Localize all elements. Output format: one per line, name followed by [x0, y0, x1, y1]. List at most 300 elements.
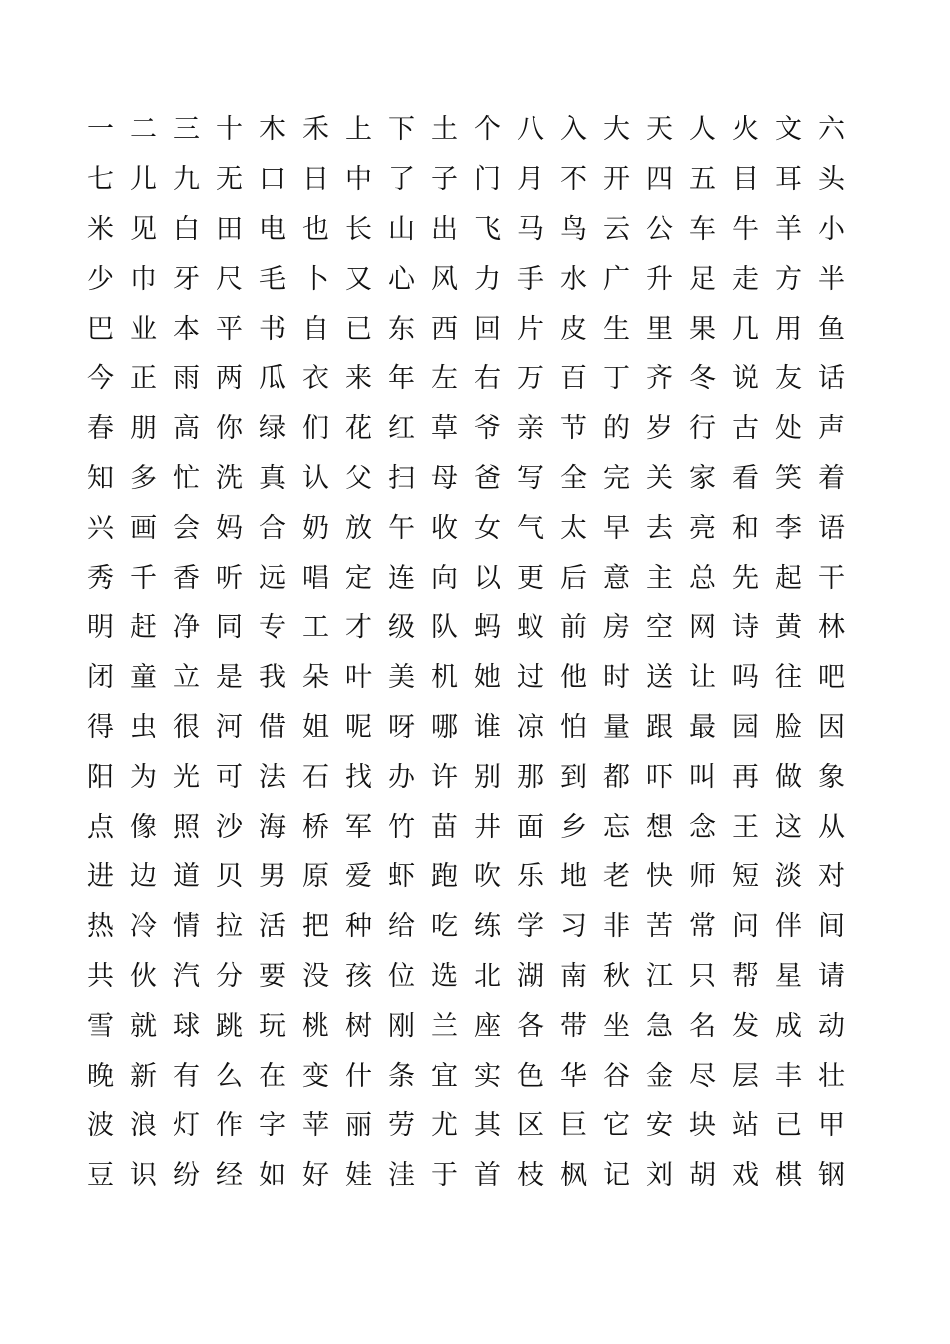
character-cell: 闭 — [87, 662, 114, 694]
character-cell: 苦 — [646, 911, 673, 943]
character-cell: 许 — [431, 761, 458, 793]
character-cell: 孩 — [345, 960, 372, 992]
character-cell: 秀 — [87, 562, 114, 594]
character-cell: 巨 — [560, 1110, 587, 1142]
character-cell: 级 — [388, 612, 415, 644]
character-cell: 种 — [345, 911, 372, 943]
character-cell: 进 — [87, 861, 114, 893]
character-cell: 和 — [732, 512, 759, 544]
character-cell: 热 — [87, 911, 114, 943]
character-cell: 火 — [732, 114, 759, 146]
character-cell: 合 — [259, 512, 286, 544]
character-cell: 入 — [560, 114, 587, 146]
character-cell: 娃 — [345, 1160, 372, 1192]
character-row — [79, 155, 853, 205]
character-cell: 六 — [818, 114, 845, 146]
character-cell: 树 — [345, 1010, 372, 1042]
character-cell: 竹 — [388, 811, 415, 843]
character-cell: 走 — [732, 263, 759, 295]
character-cell: 呀 — [388, 711, 415, 743]
character-cell: 先 — [732, 562, 759, 594]
character-cell: 间 — [818, 911, 845, 943]
character-cell: 原 — [302, 861, 329, 893]
character-cell: 主 — [646, 562, 673, 594]
character-cell: 足 — [689, 263, 716, 295]
character-row — [79, 1001, 853, 1051]
character-cell: 耳 — [775, 164, 802, 196]
character-cell: 吃 — [431, 911, 458, 943]
character-cell: 岁 — [646, 413, 673, 445]
character-cell: 王 — [732, 811, 759, 843]
character-cell: 像 — [130, 811, 157, 843]
character-cell: 广 — [603, 263, 630, 295]
character-cell: 哪 — [431, 711, 458, 743]
character-cell: 车 — [689, 213, 716, 245]
character-cell: 看 — [732, 462, 759, 494]
character-cell: 总 — [689, 562, 716, 594]
character-cell: 年 — [388, 363, 415, 395]
character-cell: 爱 — [345, 861, 372, 893]
character-cell: 条 — [388, 1060, 415, 1092]
character-cell: 九 — [173, 164, 200, 196]
character-cell: 行 — [689, 413, 716, 445]
character-cell: 枝 — [517, 1160, 544, 1192]
character-cell: 多 — [130, 462, 157, 494]
character-cell: 亲 — [517, 413, 544, 445]
character-cell: 三 — [173, 114, 200, 146]
character-cell: 听 — [216, 562, 243, 594]
character-cell: 丰 — [775, 1060, 802, 1092]
character-cell: 鱼 — [818, 313, 845, 345]
character-cell: 跳 — [216, 1010, 243, 1042]
character-cell: 扫 — [388, 462, 415, 494]
character-cell: 午 — [388, 512, 415, 544]
character-cell: 虫 — [130, 711, 157, 743]
character-cell: 口 — [259, 164, 286, 196]
character-cell: 关 — [646, 462, 673, 494]
character-row — [79, 802, 853, 852]
character-cell: 洼 — [388, 1160, 415, 1192]
character-cell: 它 — [603, 1110, 630, 1142]
character-cell: 忙 — [173, 462, 200, 494]
character-cell: 月 — [517, 164, 544, 196]
character-cell: 再 — [732, 761, 759, 793]
character-cell: 大 — [603, 114, 630, 146]
character-cell: 云 — [603, 213, 630, 245]
character-cell: 我 — [259, 662, 286, 694]
character-row — [79, 1101, 853, 1151]
character-row — [79, 254, 853, 304]
character-cell: 石 — [302, 761, 329, 793]
character-cell: 业 — [130, 313, 157, 345]
character-row — [79, 752, 853, 802]
character-cell: 急 — [646, 1010, 673, 1042]
character-cell: 晚 — [87, 1060, 114, 1092]
character-cell: 林 — [818, 612, 845, 644]
character-cell: 找 — [345, 761, 372, 793]
character-row — [79, 603, 853, 653]
character-cell: 工 — [302, 612, 329, 644]
character-cell: 已 — [345, 313, 372, 345]
character-cell: 片 — [517, 313, 544, 345]
character-cell: 书 — [259, 313, 286, 345]
character-cell: 块 — [689, 1110, 716, 1142]
character-cell: 园 — [732, 711, 759, 743]
character-cell: 天 — [646, 114, 673, 146]
character-cell: 也 — [302, 213, 329, 245]
character-cell: 共 — [87, 960, 114, 992]
character-cell: 呢 — [345, 711, 372, 743]
character-row — [79, 454, 853, 504]
character-cell: 皮 — [560, 313, 587, 345]
character-cell: 很 — [173, 711, 200, 743]
character-cell: 各 — [517, 1010, 544, 1042]
character-cell: 阳 — [87, 761, 114, 793]
character-cell: 说 — [732, 363, 759, 395]
character-cell: 学 — [517, 911, 544, 943]
character-cell: 棋 — [775, 1160, 802, 1192]
character-cell: 星 — [775, 960, 802, 992]
character-cell: 雨 — [173, 363, 200, 395]
character-cell: 儿 — [130, 164, 157, 196]
character-cell: 本 — [173, 313, 200, 345]
character-cell: 的 — [603, 413, 630, 445]
character-cell: 成 — [775, 1010, 802, 1042]
character-cell: 更 — [517, 562, 544, 594]
character-cell: 净 — [173, 612, 200, 644]
character-cell: 手 — [517, 263, 544, 295]
character-cell: 白 — [173, 213, 200, 245]
character-cell: 唱 — [302, 562, 329, 594]
character-row — [79, 1151, 853, 1201]
character-cell: 伙 — [130, 960, 157, 992]
character-cell: 兴 — [87, 512, 114, 544]
character-cell: 往 — [775, 662, 802, 694]
character-cell: 四 — [646, 164, 673, 196]
character-row — [79, 952, 853, 1002]
character-cell: 层 — [732, 1060, 759, 1092]
character-cell: 蚁 — [517, 612, 544, 644]
character-cell: 快 — [646, 861, 673, 893]
character-cell: 正 — [130, 363, 157, 395]
character-cell: 子 — [431, 164, 458, 196]
character-cell: 毛 — [259, 263, 286, 295]
character-cell: 用 — [775, 313, 802, 345]
character-cell: 首 — [474, 1160, 501, 1192]
character-cell: 上 — [345, 114, 372, 146]
character-cell: 安 — [646, 1110, 673, 1142]
character-cell: 甲 — [818, 1110, 845, 1142]
character-cell: 早 — [603, 512, 630, 544]
character-cell: 心 — [388, 263, 415, 295]
character-cell: 办 — [388, 761, 415, 793]
character-cell: 桃 — [302, 1010, 329, 1042]
character-cell: 雪 — [87, 1010, 114, 1042]
character-cell: 边 — [130, 861, 157, 893]
character-cell: 吗 — [732, 662, 759, 694]
character-cell: 出 — [431, 213, 458, 245]
character-cell: 他 — [560, 662, 587, 694]
character-cell: 脸 — [775, 711, 802, 743]
character-cell: 就 — [130, 1010, 157, 1042]
character-cell: 经 — [216, 1160, 243, 1192]
character-cell: 师 — [689, 861, 716, 893]
character-cell: 几 — [732, 313, 759, 345]
character-cell: 十 — [216, 114, 243, 146]
character-cell: 可 — [216, 761, 243, 793]
character-cell: 目 — [732, 164, 759, 196]
character-cell: 节 — [560, 413, 587, 445]
character-cell: 桥 — [302, 811, 329, 843]
character-grid — [79, 105, 853, 1201]
character-cell: 海 — [259, 811, 286, 843]
character-cell: 冷 — [130, 911, 157, 943]
character-cell: 起 — [775, 562, 802, 594]
character-cell: 她 — [474, 662, 501, 694]
character-cell: 灯 — [173, 1110, 200, 1142]
character-cell: 方 — [775, 263, 802, 295]
character-cell: 分 — [216, 960, 243, 992]
character-cell: 美 — [388, 662, 415, 694]
character-cell: 千 — [130, 562, 157, 594]
character-cell: 量 — [603, 711, 630, 743]
character-cell: 玩 — [259, 1010, 286, 1042]
character-cell: 下 — [388, 114, 415, 146]
character-cell: 黄 — [775, 612, 802, 644]
character-cell: 军 — [345, 811, 372, 843]
character-cell: 平 — [216, 313, 243, 345]
character-cell: 在 — [259, 1060, 286, 1092]
character-row — [79, 105, 853, 155]
character-cell: 金 — [646, 1060, 673, 1092]
character-cell: 位 — [388, 960, 415, 992]
character-cell: 练 — [474, 911, 501, 943]
character-cell: 因 — [818, 711, 845, 743]
character-cell: 最 — [689, 711, 716, 743]
character-cell: 父 — [345, 462, 372, 494]
character-cell: 女 — [474, 512, 501, 544]
character-cell: 完 — [603, 462, 630, 494]
character-cell: 自 — [302, 313, 329, 345]
character-cell: 情 — [173, 911, 200, 943]
character-cell: 吓 — [646, 761, 673, 793]
character-cell: 一 — [87, 114, 114, 146]
character-cell: 是 — [216, 662, 243, 694]
character-cell: 虾 — [388, 861, 415, 893]
character-cell: 汽 — [173, 960, 200, 992]
character-cell: 全 — [560, 462, 587, 494]
character-cell: 纷 — [173, 1160, 200, 1192]
character-cell: 收 — [431, 512, 458, 544]
character-cell: 长 — [345, 213, 372, 245]
character-cell: 土 — [431, 114, 458, 146]
character-cell: 公 — [646, 213, 673, 245]
character-cell: 明 — [87, 612, 114, 644]
character-cell: 中 — [345, 164, 372, 196]
character-cell: 区 — [517, 1110, 544, 1142]
character-cell: 叫 — [689, 761, 716, 793]
character-cell: 地 — [560, 861, 587, 893]
character-cell: 花 — [345, 413, 372, 445]
character-cell: 春 — [87, 413, 114, 445]
character-cell: 拉 — [216, 911, 243, 943]
character-cell: 刚 — [388, 1010, 415, 1042]
character-cell: 东 — [388, 313, 415, 345]
character-cell: 帮 — [732, 960, 759, 992]
character-row — [79, 653, 853, 703]
character-cell: 乐 — [517, 861, 544, 893]
character-cell: 华 — [560, 1060, 587, 1092]
character-cell: 色 — [517, 1060, 544, 1092]
character-cell: 谷 — [603, 1060, 630, 1092]
character-cell: 有 — [173, 1060, 200, 1092]
character-cell: 冬 — [689, 363, 716, 395]
character-cell: 豆 — [87, 1160, 114, 1192]
character-cell: 波 — [87, 1110, 114, 1142]
character-cell: 老 — [603, 861, 630, 893]
character-cell: 们 — [302, 413, 329, 445]
character-cell: 卜 — [302, 263, 329, 295]
character-cell: 右 — [474, 363, 501, 395]
character-cell: 壮 — [818, 1060, 845, 1092]
character-cell: 文 — [775, 114, 802, 146]
character-row — [79, 553, 853, 603]
character-cell: 开 — [603, 164, 630, 196]
character-cell: 只 — [689, 960, 716, 992]
character-cell: 西 — [431, 313, 458, 345]
character-cell: 面 — [517, 811, 544, 843]
character-cell: 什 — [345, 1060, 372, 1092]
character-cell: 风 — [431, 263, 458, 295]
character-cell: 齐 — [646, 363, 673, 395]
character-cell: 巴 — [87, 313, 114, 345]
character-cell: 空 — [646, 612, 673, 644]
character-cell: 送 — [646, 662, 673, 694]
character-cell: 妈 — [216, 512, 243, 544]
character-cell: 半 — [818, 263, 845, 295]
character-cell: 少 — [87, 263, 114, 295]
character-cell: 已 — [775, 1110, 802, 1142]
character-cell: 都 — [603, 761, 630, 793]
character-cell: 干 — [818, 562, 845, 594]
character-cell: 升 — [646, 263, 673, 295]
character-cell: 真 — [259, 462, 286, 494]
character-cell: 苹 — [302, 1110, 329, 1142]
character-cell: 远 — [259, 562, 286, 594]
character-cell: 姐 — [302, 711, 329, 743]
character-row — [79, 354, 853, 404]
character-cell: 家 — [689, 462, 716, 494]
character-cell: 这 — [775, 811, 802, 843]
character-cell: 左 — [431, 363, 458, 395]
character-cell: 你 — [216, 413, 243, 445]
character-cell: 马 — [517, 213, 544, 245]
character-cell: 羊 — [775, 213, 802, 245]
character-cell: 七 — [87, 164, 114, 196]
character-cell: 去 — [646, 512, 673, 544]
character-cell: 枫 — [560, 1160, 587, 1192]
character-cell: 个 — [474, 114, 501, 146]
character-cell: 两 — [216, 363, 243, 395]
character-cell: 母 — [431, 462, 458, 494]
character-cell: 活 — [259, 911, 286, 943]
character-cell: 八 — [517, 114, 544, 146]
character-cell: 实 — [474, 1060, 501, 1092]
character-cell: 井 — [474, 811, 501, 843]
character-cell: 非 — [603, 911, 630, 943]
character-cell: 语 — [818, 512, 845, 544]
character-cell: 生 — [603, 313, 630, 345]
character-cell: 常 — [689, 911, 716, 943]
character-cell: 力 — [474, 263, 501, 295]
character-cell: 二 — [130, 114, 157, 146]
character-cell: 奶 — [302, 512, 329, 544]
character-cell: 做 — [775, 761, 802, 793]
character-cell: 请 — [818, 960, 845, 992]
character-cell: 尽 — [689, 1060, 716, 1092]
character-cell: 南 — [560, 960, 587, 992]
character-cell: 朵 — [302, 662, 329, 694]
character-cell: 定 — [345, 562, 372, 594]
character-cell: 法 — [259, 761, 286, 793]
character-cell: 声 — [818, 413, 845, 445]
character-cell: 李 — [775, 512, 802, 544]
character-cell: 米 — [87, 213, 114, 245]
character-cell: 座 — [474, 1010, 501, 1042]
character-cell: 飞 — [474, 213, 501, 245]
character-cell: 了 — [388, 164, 415, 196]
character-cell: 作 — [216, 1110, 243, 1142]
character-cell: 衣 — [302, 363, 329, 395]
character-cell: 红 — [388, 413, 415, 445]
character-cell: 认 — [302, 462, 329, 494]
character-cell: 好 — [302, 1160, 329, 1192]
character-cell: 小 — [818, 213, 845, 245]
character-cell: 沙 — [216, 811, 243, 843]
character-cell: 想 — [646, 811, 673, 843]
character-cell: 刘 — [646, 1160, 673, 1192]
character-cell: 专 — [259, 612, 286, 644]
character-row — [79, 852, 853, 902]
character-cell: 山 — [388, 213, 415, 245]
character-cell: 电 — [259, 213, 286, 245]
character-cell: 百 — [560, 363, 587, 395]
character-cell: 记 — [603, 1160, 630, 1192]
character-cell: 人 — [689, 114, 716, 146]
character-cell: 光 — [173, 761, 200, 793]
character-cell: 点 — [87, 811, 114, 843]
character-cell: 吹 — [474, 861, 501, 893]
character-cell: 得 — [87, 711, 114, 743]
character-cell: 怕 — [560, 711, 587, 743]
character-cell: 浪 — [130, 1110, 157, 1142]
character-cell: 放 — [345, 512, 372, 544]
character-cell: 才 — [345, 612, 372, 644]
character-cell: 五 — [689, 164, 716, 196]
character-cell: 把 — [302, 911, 329, 943]
character-row — [79, 404, 853, 454]
character-cell: 劳 — [388, 1110, 415, 1142]
character-cell: 名 — [689, 1010, 716, 1042]
character-cell: 着 — [818, 462, 845, 494]
character-cell: 童 — [130, 662, 157, 694]
character-cell: 照 — [173, 811, 200, 843]
character-cell: 于 — [431, 1160, 458, 1192]
character-cell: 绿 — [259, 413, 286, 445]
character-cell: 古 — [732, 413, 759, 445]
character-cell: 洗 — [216, 462, 243, 494]
character-cell: 别 — [474, 761, 501, 793]
